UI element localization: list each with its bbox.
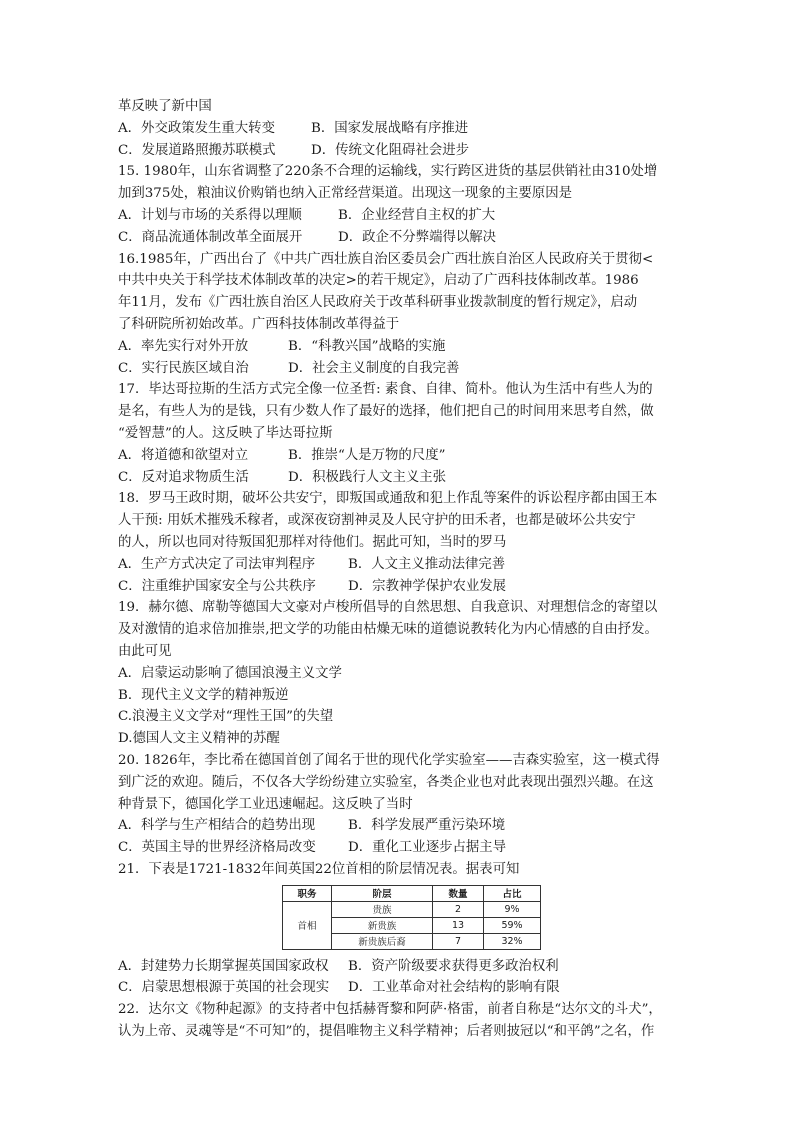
option-right: D．传统文化阻碍社会进步 [311, 142, 470, 158]
option-right: D．重化工业逐步占据主导 [348, 840, 507, 856]
option-row [118, 467, 684, 489]
text-line: 21．下表是1721-1832年间英国22位首相的阶层情况表。据表可知 [118, 861, 520, 877]
option-row [118, 956, 684, 978]
option-row [118, 205, 684, 227]
option-right: B．科学发展严重污染环境 [348, 818, 506, 834]
option-left: A．将道德和欲望对立 [118, 447, 249, 463]
text-line: 了科研院所初始改革。广西科技体制改革得益于 [118, 316, 400, 332]
option-left: C．英国主导的世界经济格局改变 [118, 840, 316, 856]
option-row [118, 336, 684, 358]
table-header-cell: 占比 [484, 885, 541, 901]
table-cell: 13 [433, 917, 484, 933]
text-line: A．启蒙运动影响了德国浪漫主义文学 [118, 665, 342, 681]
option-right: B．推崇“人是万物的尺度” [288, 447, 446, 463]
option-left: C．实行民族区域自治 [118, 360, 249, 376]
text-line: 22．达尔文《物种起源》的支持者中包括赫胥黎和阿萨·格雷，前者自称是“达尔文的斗犬”， [118, 1002, 662, 1018]
table-header-cell: 数量 [433, 885, 484, 901]
option-row [118, 837, 684, 859]
text-line: 由此可见 [118, 643, 172, 659]
text-line: 18．罗马王政时期，破坏公共安宁，即叛国或通敌和犯上作乱等案件的诉讼程序都由国王本 [118, 491, 658, 507]
option-right: B．国家发展战略有序推进 [311, 120, 469, 136]
option-left: A．外交政策发生重大转变 [118, 120, 275, 136]
text-line: 的人，所以也同对待叛国犯那样对待他们。据此可知，当时的罗马 [118, 534, 507, 550]
text-line: 19．赫尔德、席勒等德国大文豪对卢梭所倡导的自然思想、自我意识、对理想信念的寄望以 [118, 600, 658, 616]
option-right: B．人文主义推动法律完善 [348, 556, 506, 572]
option-row [118, 445, 684, 467]
text-line: D.德国人文主义精神的苏醒 [118, 731, 280, 747]
option-left: C．商品流通体制改革全面展开 [118, 229, 303, 245]
option-right: B．资产阶级要求获得更多政治权利 [348, 958, 559, 974]
option-row [118, 977, 684, 999]
table-cell: 新贵族 [332, 917, 433, 933]
option-left: A．计划与市场的关系得以理顺 [118, 207, 302, 223]
option-row [118, 118, 684, 140]
text-line: 认为上帝、灵魂等是“不可知”的，提倡唯物主义科学精神；后者则披冠以“和平鸽”之名，作 [118, 1024, 655, 1040]
text-line: B．现代主义文学的精神叛逆 [118, 687, 289, 703]
option-row [118, 576, 684, 598]
text-line: 年11月，发布《广西壮族自治区人民政府关于改革科研事业拨款制度的暂行规定》，启动 [118, 295, 638, 311]
option-right: D．社会主义制度的自我完善 [288, 360, 460, 376]
option-right: D．工业革命对社会结构的影响有限 [348, 980, 560, 996]
table-position-cell: 首相 [283, 901, 332, 949]
text-line: 及对激情的追求倍加推崇,把文学的功能由枯燥无味的道德说教转化为内心情感的自由抒发。 [118, 622, 658, 638]
option-right: D．政企不分弊端得以解决 [338, 229, 497, 245]
option-row [118, 358, 684, 380]
question-text-block [118, 96, 684, 1043]
text-line: 人干预: 用妖术摧残禾稼者，或深夜窃割神灵及人民守护的田禾者，也都是破坏公共安宁 [118, 513, 636, 529]
text-line: 20. 1826年，李比希在德国首创了闻名于世的现代化学实验室——吉森实验室，这一模式得 [118, 752, 660, 768]
table-cell: 新贵族后裔 [332, 933, 433, 949]
option-row [118, 227, 684, 249]
text-line: 17．毕达哥拉斯的生活方式完全像一位圣哲: 素食、自律、简朴。他认为生活中有些人为的 [118, 382, 653, 398]
table-cell: 贵族 [332, 901, 433, 917]
option-row [118, 140, 684, 162]
text-line: 是名，有些人为的是钱，只有少数人作了最好的选择，他们把自己的时间用来思考自然，做 [118, 404, 654, 420]
table-cell: 2 [433, 901, 484, 917]
option-right: D．宗教神学保护农业发展 [348, 578, 507, 594]
text-line: 15. 1980年，山东省调整了220条不合理的运输线，实行跨区进货的基层供销社由310处增 [118, 164, 658, 180]
table-cell: 59% [484, 917, 541, 933]
option-right: B．企业经营自主权的扩大 [338, 207, 496, 223]
text-line: 到广泛的欢迎。随后，不仅各大学纷纷建立实验室，各类企业也对此表现出强烈兴趣。在这 [118, 774, 654, 790]
text-line: 革反映了新中国 [118, 99, 212, 114]
option-left: A．科学与生产相结合的趋势出现 [118, 818, 316, 834]
option-row [118, 815, 684, 837]
option-right: D．积极践行人文主义主张 [288, 469, 447, 485]
text-line: 中共中央关于科学技术体制改革的决定>的若干规定》，启动了广西科技体制改革。1986 [118, 273, 639, 289]
option-left: C．启蒙思想根源于英国的社会现实 [118, 980, 330, 996]
table-row [283, 901, 541, 917]
table-header-cell: 职务 [283, 885, 332, 901]
option-left: C．反对追求物质生活 [118, 469, 249, 485]
option-left: A．生产方式决定了司法审判程序 [118, 556, 316, 572]
option-row [118, 554, 684, 576]
option-right: B．“科教兴国”战略的实施 [288, 338, 446, 354]
text-line: 加到375处，粮油议价购销也纳入正常经营渠道。出现这一现象的主要原因是 [118, 186, 573, 202]
text-line: C.浪漫主义文学对“理性王国”的失望 [118, 709, 334, 725]
option-left: A．率先实行对外开放 [118, 338, 249, 354]
table-header-cell: 阶层 [332, 885, 433, 901]
table-cell: 9% [484, 901, 541, 917]
table-cell: 7 [433, 933, 484, 949]
text-line: 16.1985年，广西出台了《中共广西壮族自治区委员会广西壮族自治区人民政府关于贯彻< [118, 251, 654, 267]
prime-minister-class-table [282, 885, 684, 950]
text-line: “爱智慧”的人。这反映了毕达哥拉斯 [118, 425, 333, 441]
option-left: A．封建势力长期掌握英国国家政权 [118, 958, 329, 974]
option-left: C．发展道路照搬苏联模式 [118, 142, 276, 158]
text-line: 种背景下，德国化学工业迅速崛起。这反映了当时 [118, 796, 413, 812]
option-left: C．注重维护国家安全与公共秩序 [118, 578, 316, 594]
table-cell: 32% [484, 933, 541, 949]
